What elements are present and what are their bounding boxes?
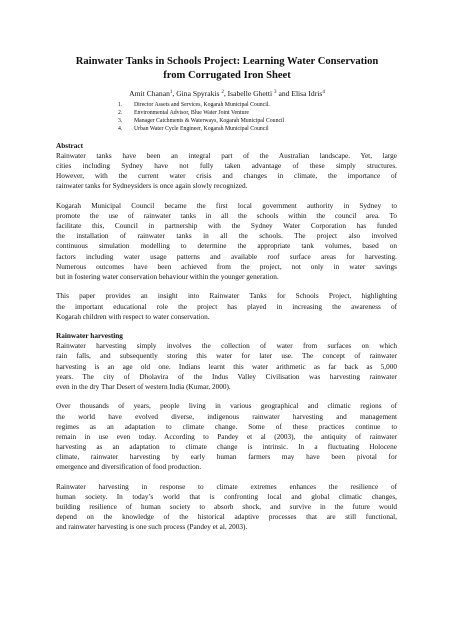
text-line: climate, rainwater harvesting by early human farmers may have been pivotal for	[56, 452, 397, 461]
author-list	[52, 89, 402, 99]
text-line: harvesting as an adaptation to climate change is intrinsic. In a fluctuating Holocene	[56, 442, 397, 451]
text-line: Over thousands of years, people living in various geographical and climatic regions of	[56, 402, 397, 411]
author-separator: ,	[223, 89, 228, 98]
text-line: years. The city of Dholavira of the Indus Valley Civilisation was harvesting rainwater	[56, 372, 397, 381]
text-line: the installation of rainwater tanks in all the schools. The project also involved	[56, 232, 397, 241]
text-line: continuous simulation modelling to determine the appropriate tank volumes, based on	[56, 242, 397, 251]
text-line: Rainwater tanks have been an integral part of the Australian landscape. Yet, large	[56, 152, 397, 161]
text-line: Kogarah Municipal Council became the first local government authority in Sydney to	[56, 202, 397, 211]
affiliation-text: Manager Catchments & Waterways, Kogarah Municipal Council	[134, 118, 285, 125]
text-line: building resilience of human society to absorb shock, and survive in the future would	[56, 502, 397, 511]
affiliation-number: 3.	[118, 118, 123, 125]
text-line: harvesting is an age old one. Indians learnt this water arithmetic as far back as 5,000	[56, 362, 397, 371]
text-line: cities including Sydney have not fully taken advantage of these simply structures.	[56, 162, 397, 171]
text-line: Numerous outcomes have been achieved from the project, not only in water savings	[56, 262, 397, 271]
section-paragraph	[56, 341, 397, 391]
section-paragraph	[56, 482, 397, 532]
affiliation-number: 4.	[118, 126, 123, 133]
author-name: Isabelle Ghetti	[227, 89, 273, 98]
text-line: rain falls, and subsequently storing this water for later use. The concept of rainwater	[56, 352, 397, 361]
section-paragraph	[56, 401, 397, 472]
text-line: even in the dry Thar Desert of western India (Kumar, 2000).	[56, 382, 231, 391]
title-line: Rainwater Tanks in Schools Project: Learning Water Conservation	[75, 56, 379, 67]
author-superscript: 3	[274, 90, 277, 95]
affiliation-number: 1.	[118, 102, 123, 108]
abstract-paragraph	[56, 201, 397, 282]
paper-title	[52, 55, 402, 83]
author-name: Elisa Idris	[291, 89, 323, 98]
text-line: the world have evolved diverse, indigenous rainwater harvesting and management	[56, 412, 397, 421]
paper-body	[56, 141, 397, 542]
text-line: Kogarah children with respect to water conservation.	[56, 312, 210, 321]
affiliation-item	[118, 117, 418, 125]
affiliation-item	[118, 125, 418, 133]
affiliation-list	[118, 101, 418, 133]
author-superscript: 4	[322, 90, 325, 95]
text-line: remain in use even today. According to Pandey et al (2003), the antiquity of rainwater	[56, 432, 397, 441]
abstract-paragraph	[56, 151, 397, 191]
text-line: regimes as an adaptation to climate change. Some of these practices continue to	[56, 422, 397, 431]
text-line: promote the use of rainwater tanks in all the schools within the council area. To	[56, 212, 397, 221]
affiliation-item	[118, 101, 418, 109]
text-line: facilitate this, Council in partnership with the Sydney Water Corporation has funded	[56, 222, 397, 231]
text-line: emergence and diversification of food production.	[56, 463, 202, 471]
affiliation-item	[118, 109, 418, 117]
section-heading: Rainwater harvesting	[56, 332, 123, 341]
author-superscript: 1	[169, 90, 173, 95]
text-line: human society. In today’s world that is confronting local and global climatic changes,	[56, 492, 397, 501]
author-name: Amit Chanan	[129, 89, 170, 98]
text-line: factors including water usage patterns and available roof surface areas for harvesting.	[56, 252, 397, 261]
abstract-paragraph	[56, 291, 397, 321]
author-joiner: and	[276, 89, 292, 98]
affiliation-text: Director Assets and Services, Kogarah Municipal Council.	[134, 102, 270, 108]
text-line: This paper provides an insight into Rainwater Tanks for Schools Project, highlighting	[56, 292, 397, 301]
abstract-heading: Abstract	[56, 142, 83, 150]
text-line: rainwater tanks for Sydneysiders is once again slowly recognized.	[56, 182, 248, 191]
text-line: but in fostering water conservation behaviour within the younger generation.	[56, 272, 279, 281]
affiliation-text: Environmental Advisor, Blue Water Joint Venture	[134, 110, 250, 117]
author-superscript: 2	[221, 90, 224, 95]
text-line: the important educational role the project has played in increasing the awareness of	[56, 302, 397, 311]
text-line: Rainwater harvesting simply involves the collection of water from surfaces on which	[56, 342, 397, 351]
text-line: However, with the current water crisis and changes in climate, the importance of	[56, 172, 397, 181]
title-line: from Corrugated Iron Sheet	[163, 70, 291, 81]
text-line: Rainwater harvesting in response to climate extremes enhances the resilience of	[56, 482, 397, 491]
affiliation-text: Urban Water Cycle Engineer, Kogarah Municipal Council	[134, 126, 269, 133]
text-line: and rainwater harvesting is one such process (Pandey et al, 2003).	[56, 523, 248, 532]
author-separator: ,	[172, 89, 177, 98]
affiliation-number: 2.	[118, 110, 123, 117]
text-line: depend on the knowledge of the historical adaptive processes that are still functional,	[56, 512, 397, 521]
author-name: Gina Spyrakis	[176, 89, 220, 98]
